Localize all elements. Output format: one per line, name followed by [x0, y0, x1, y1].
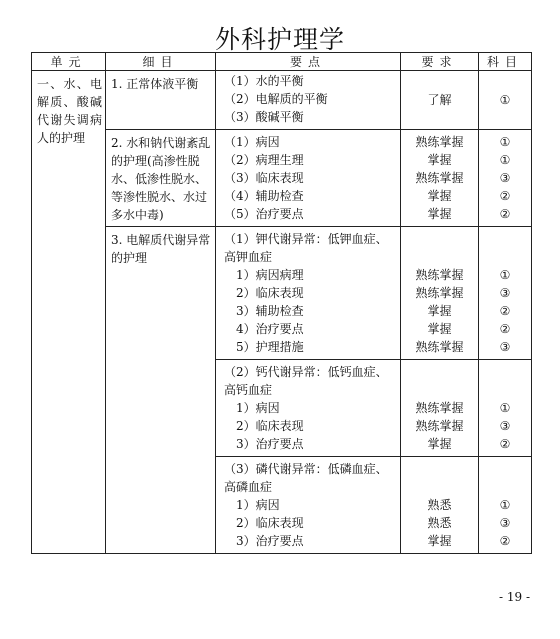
subject-value: ①: [499, 268, 511, 282]
table-row: [32, 71, 532, 130]
requirement-value: 熟练掌握: [415, 268, 464, 282]
points-cell: [216, 227, 401, 360]
subject-value: ②: [499, 207, 511, 221]
subject-cell: [479, 227, 532, 360]
subject-value: ②: [499, 437, 511, 451]
point-item: （4）辅助检查: [224, 189, 304, 203]
requirement-cell: [401, 71, 479, 130]
subject-value: ①: [499, 135, 511, 149]
point-heading: （2）钙代谢异常：低钙血症、高钙血症: [224, 365, 388, 397]
detail-label: 3. 电解质代谢异常的护理: [111, 233, 211, 265]
subject-value: ②: [499, 304, 511, 318]
points-cell: [216, 457, 401, 554]
point-item: （3）临床表现: [224, 171, 304, 185]
table-row: [32, 227, 532, 360]
point-item: （2）病理生理: [224, 153, 304, 167]
requirement-value: 掌握: [427, 207, 452, 221]
point-item: 2）临床表现: [236, 516, 304, 530]
subject-cell: [479, 360, 532, 457]
table-header-row: [32, 53, 532, 71]
syllabus-table: [31, 52, 532, 554]
point-item: 5）护理措施: [236, 340, 304, 354]
detail-label: 1. 正常体液平衡: [111, 77, 199, 91]
requirement-cell: [401, 457, 479, 554]
requirement-value: 掌握: [427, 304, 452, 318]
requirement-cell: [401, 360, 479, 457]
detail-cell: [106, 227, 216, 554]
point-item: 3）治疗要点: [236, 534, 304, 548]
subject-value: ①: [499, 401, 511, 415]
requirement-cell: [401, 130, 479, 227]
requirement-value: 熟练掌握: [415, 171, 464, 185]
subject-value: ①: [499, 153, 511, 167]
point-item: 2）临床表现: [236, 419, 304, 433]
subject-cell: [479, 71, 532, 130]
requirement-value: 熟练掌握: [415, 340, 464, 354]
point-heading: （1）钾代谢异常：低钾血症、高钾血症: [224, 232, 388, 264]
requirement-value: 熟悉: [427, 498, 452, 512]
header-detail: 细目: [106, 53, 216, 71]
subject-cell: [479, 457, 532, 554]
subject-value: ③: [499, 340, 511, 354]
page-title: 外科护理学: [214, 25, 345, 54]
detail-cell: [106, 71, 216, 130]
subject-value: ②: [499, 322, 511, 336]
point-item: 1）病因病理: [236, 268, 304, 282]
header-unit: 单元: [32, 53, 106, 71]
unit-label: 一、水、电解质、酸碱代谢失调病人的护理: [37, 77, 102, 145]
point-item: 1）病因: [236, 401, 280, 415]
point-item: （5）治疗要点: [224, 207, 304, 221]
point-item: 2）临床表现: [236, 286, 304, 300]
points-cell: [216, 71, 401, 130]
requirement-value: 熟练掌握: [415, 419, 464, 433]
requirement-value: 熟练掌握: [415, 135, 464, 149]
header-requirement: 要求: [401, 53, 479, 71]
point-item: （2）电解质的平衡: [224, 92, 328, 106]
detail-cell: [106, 130, 216, 227]
points-cell: [216, 130, 401, 227]
requirement-value: 掌握: [427, 189, 452, 203]
point-item: （3）酸碱平衡: [224, 110, 304, 124]
point-item: 3）治疗要点: [236, 437, 304, 451]
point-heading: （3）磷代谢异常：低磷血症、高磷血症: [224, 462, 388, 494]
subject-value: ②: [499, 189, 511, 203]
table-row: [32, 130, 532, 227]
unit-cell: [32, 71, 106, 554]
subject-value: ①: [499, 93, 511, 107]
requirement-value: 了解: [427, 93, 452, 107]
subject-value: ①: [499, 498, 511, 512]
requirement-value: 掌握: [427, 437, 452, 451]
requirement-cell: [401, 227, 479, 360]
point-item: 3）辅助检查: [236, 304, 304, 318]
subject-value: ③: [499, 516, 511, 530]
point-item: （1）水的平衡: [224, 74, 304, 88]
page-number: - 19 -: [498, 590, 530, 604]
requirement-value: 掌握: [427, 153, 452, 167]
point-item: （1）病因: [224, 135, 280, 149]
points-cell: [216, 360, 401, 457]
requirement-value: 熟悉: [427, 516, 452, 530]
header-subject: 科目: [479, 53, 532, 71]
requirement-value: 掌握: [427, 534, 452, 548]
requirement-value: 掌握: [427, 322, 452, 336]
subject-value: ③: [499, 286, 511, 300]
requirement-value: 熟练掌握: [415, 401, 464, 415]
subject-value: ③: [499, 419, 511, 433]
point-item: 4）治疗要点: [236, 322, 304, 336]
subject-cell: [479, 130, 532, 227]
requirement-value: 熟练掌握: [415, 286, 464, 300]
point-item: 1）病因: [236, 498, 280, 512]
subject-value: ②: [499, 534, 511, 548]
subject-value: ③: [499, 171, 511, 185]
detail-label: 2. 水和钠代谢紊乱的护理(高渗性脱水、低渗性脱水、等渗性脱水、水过多水中毒): [111, 136, 211, 222]
header-points: 要点: [216, 53, 401, 71]
